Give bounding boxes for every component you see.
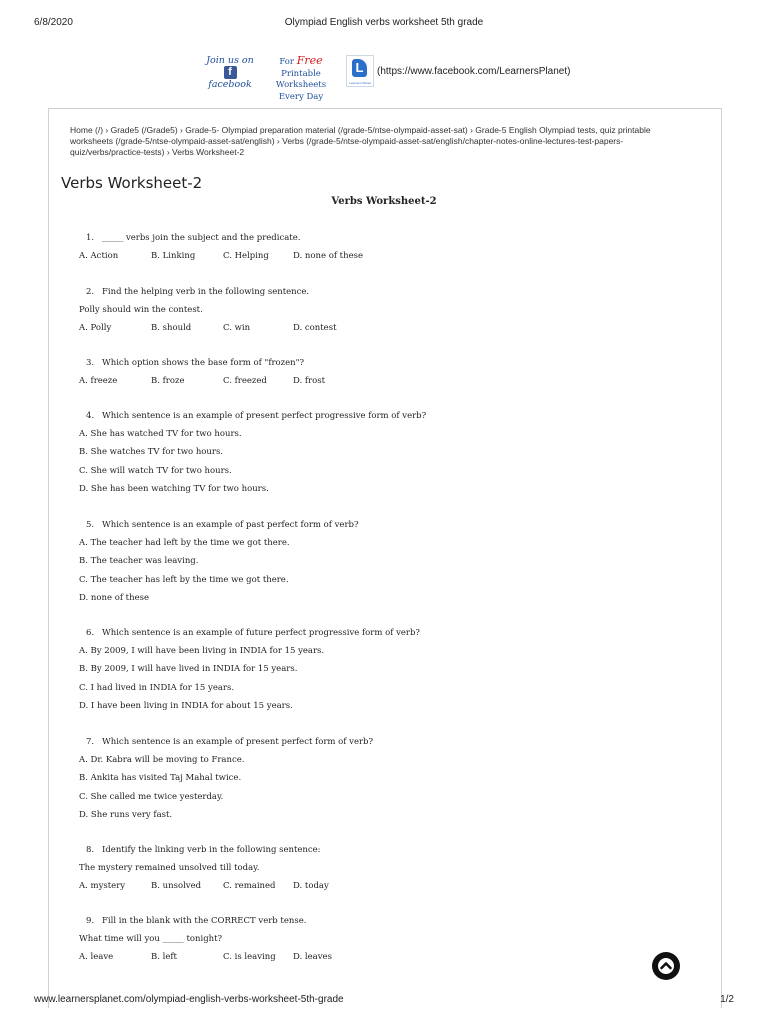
join-us-text: Join us on — [206, 55, 254, 66]
question-number: 9. — [86, 916, 95, 926]
option: B. unsolved — [151, 881, 202, 891]
question-text: Which sentence is an example of past perfect form of verb? — [102, 520, 359, 530]
option: D. today — [293, 881, 329, 891]
question-4 — [86, 411, 426, 421]
option: B. By 2009, I will have lived in INDIA for 15 years. — [79, 664, 298, 675]
question-number: 7. — [86, 737, 95, 747]
facebook-icon: f — [224, 66, 237, 79]
option: D. none of these — [79, 592, 149, 603]
every-day-text: Every Day — [278, 91, 324, 102]
question-number: 5. — [86, 520, 95, 530]
question-sentence: Polly should win the contest. — [79, 305, 203, 315]
option: B. left — [151, 952, 177, 962]
breadcrumb[interactable]: Home (/) › Grade5 (/Grade5) › Grade-5- Olympiad preparation material (/grade-5/ntse-olympaid-asset-sat) › Grade-5 English Olympiad tests, quiz printable worksheets (/grade-5/ntse-olympaid-asset-sat/english) › Verbs (/grade-5/ntse-olympaid-asset-sat/english/chapter-notes-online-lectures-test-papers-quiz/verbs/practice-tests) › Verbs Worksheet-2 — [70, 125, 651, 157]
option: C. remained — [223, 881, 276, 891]
facebook-banner[interactable] — [204, 54, 571, 102]
question-1 — [86, 233, 300, 243]
question-text: Which sentence is an example of present perfect form of verb? — [102, 737, 374, 747]
question-text: Find the helping verb in the following sentence. — [102, 287, 310, 297]
option: B. The teacher was leaving. — [79, 556, 199, 567]
question-number: 6. — [86, 628, 95, 638]
question-7 — [86, 737, 373, 747]
logo-caption: Learners' Planet — [349, 81, 371, 85]
print-date: 6/8/2020 — [34, 17, 73, 28]
option: A. mystery — [79, 881, 126, 891]
question-8 — [86, 845, 321, 855]
worksheet-title: Verbs Worksheet-2 — [331, 196, 437, 207]
option: A. She has watched TV for two hours. — [79, 429, 242, 439]
print-title: Olympiad English verbs worksheet 5th grade — [284, 17, 484, 28]
learners-planet-logo — [346, 55, 374, 87]
question-number: 1. — [86, 233, 95, 243]
question-number: 2. — [86, 287, 95, 297]
scroll-to-top-button[interactable] — [652, 952, 680, 980]
logo-mark: L — [352, 59, 367, 77]
question-text: Which sentence is an example of present perfect progressive form of verb? — [102, 411, 427, 421]
question-number: 8. — [86, 845, 95, 855]
option: A. By 2009, I will have been living in INDIA for 15 years. — [79, 646, 325, 656]
option: C. The teacher has left by the time we got there. — [79, 574, 289, 585]
page-title: Verbs Worksheet-2 — [61, 174, 203, 192]
facebook-text: facebook — [208, 79, 252, 90]
free-worksheets-block — [258, 55, 344, 103]
question-number: 4. — [86, 411, 95, 421]
question-sentence: The mystery remained unsolved till today. — [79, 863, 260, 873]
chevron-up-icon — [657, 957, 675, 975]
option: C. is leaving — [223, 952, 276, 962]
question-number: 3. — [86, 358, 95, 368]
question-text: _____ verbs join the subject and the predicate. — [102, 233, 301, 243]
option: C. win — [223, 323, 251, 333]
print-url: www.learnersplanet.com/olympiad-english-verbs-worksheet-5th-grade — [34, 994, 344, 1005]
option: C. Helping — [223, 251, 269, 261]
option: C. She will watch TV for two hours. — [79, 465, 232, 476]
question-sentence: What time will you _____ tonight? — [79, 934, 223, 944]
option: A. Action — [79, 251, 119, 261]
question-text: Fill in the blank with the CORRECT verb tense. — [102, 916, 307, 926]
option: C. freezed — [223, 376, 267, 386]
question-3 — [86, 358, 304, 368]
question-9 — [86, 916, 306, 926]
option: D. She runs very fast. — [79, 809, 173, 820]
option: B. She watches TV for two hours. — [79, 447, 224, 458]
question-5 — [86, 520, 359, 530]
option: A. freeze — [79, 376, 118, 386]
option: D. none of these — [293, 251, 363, 261]
join-us-block — [204, 55, 256, 90]
facebook-link[interactable]: (https://www.facebook.com/LearnersPlanet) — [377, 66, 571, 77]
option: C. I had lived in INDIA for 15 years. — [79, 682, 235, 693]
question-text: Which option shows the base form of "frozen"? — [102, 358, 305, 368]
free-text: Free — [296, 54, 323, 67]
question-2 — [86, 287, 309, 297]
option: D. frost — [293, 376, 326, 386]
option: A. The teacher had left by the time we got there. — [79, 538, 290, 548]
option: D. leaves — [293, 952, 332, 962]
option: B. Ankita has visited Taj Mahal twice. — [79, 773, 242, 784]
question-6 — [86, 628, 420, 638]
option: A. leave — [79, 952, 114, 962]
question-text: Which sentence is an example of future perfect progressive form of verb? — [102, 628, 420, 638]
option: B. Linking — [151, 251, 196, 261]
printable-worksheets-text: Printable Worksheets — [275, 68, 327, 90]
option: C. She called me twice yesterday. — [79, 791, 224, 802]
option: D. She has been watching TV for two hours. — [79, 483, 269, 494]
option: D. contest — [293, 323, 337, 333]
option: D. I have been living in INDIA for about 15 years. — [79, 700, 293, 711]
option: B. froze — [151, 376, 185, 386]
option: B. should — [151, 323, 192, 333]
print-page-number: 1/2 — [720, 994, 734, 1005]
for-text: For — [279, 57, 294, 67]
option: A. Dr. Kabra will be moving to France. — [79, 755, 245, 765]
option: A. Polly — [79, 323, 112, 333]
question-text: Identify the linking verb in the following sentence: — [102, 845, 321, 855]
